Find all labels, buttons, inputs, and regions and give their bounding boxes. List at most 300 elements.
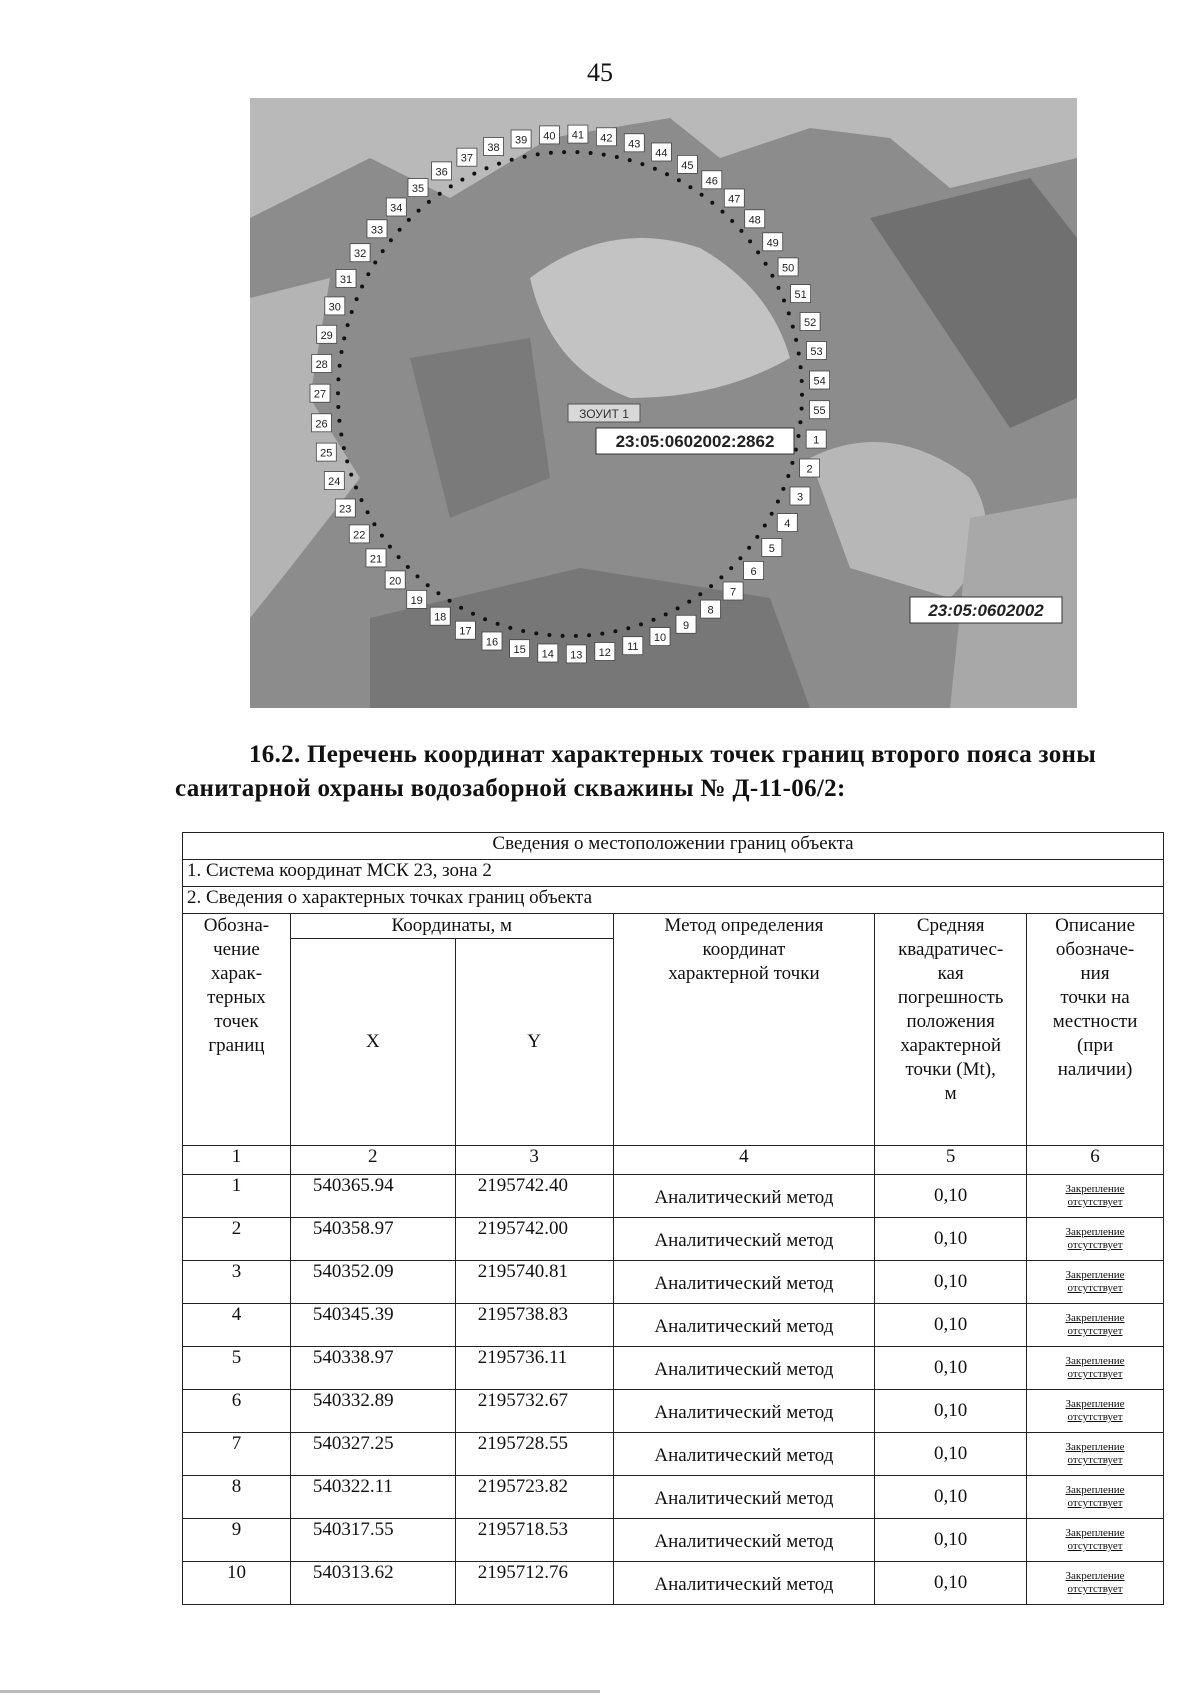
boundary-point bbox=[426, 583, 430, 587]
boundary-point bbox=[709, 584, 713, 588]
y-coordinate: 2195718.53 bbox=[455, 1519, 613, 1562]
boundary-point bbox=[380, 534, 384, 538]
header-designation-line: терных bbox=[207, 987, 266, 1008]
point-label bbox=[791, 285, 811, 303]
boundary-point bbox=[797, 352, 801, 356]
x-coordinate: 540345.39 bbox=[290, 1304, 455, 1347]
description-line: отсутствует bbox=[1067, 1411, 1123, 1423]
point-label-text: 34 bbox=[390, 202, 403, 215]
point-label-text: 51 bbox=[794, 289, 807, 302]
point-label-text: 22 bbox=[353, 529, 366, 542]
boundary-point bbox=[407, 218, 411, 222]
point-label-text: 9 bbox=[682, 619, 690, 632]
col-number: 2 bbox=[290, 1146, 455, 1175]
point-description bbox=[1027, 1261, 1164, 1304]
boundary-point bbox=[497, 162, 501, 166]
point-description bbox=[1027, 1218, 1164, 1261]
point-label bbox=[778, 258, 798, 276]
point-label-text: 8 bbox=[707, 604, 714, 617]
point-number: 3 bbox=[183, 1261, 291, 1304]
table-row bbox=[183, 1476, 1164, 1519]
point-label bbox=[482, 632, 502, 650]
boundary-point bbox=[350, 310, 354, 314]
description-line: Закрепление bbox=[1065, 1398, 1125, 1410]
mean-error: 0,10 bbox=[875, 1304, 1027, 1347]
point-label bbox=[484, 138, 504, 156]
boundary-point bbox=[729, 566, 733, 570]
point-description bbox=[1027, 1175, 1164, 1218]
boundary-point bbox=[739, 229, 743, 233]
point-label-text: 38 bbox=[487, 142, 500, 154]
point-label bbox=[511, 130, 531, 148]
point-description bbox=[1027, 1562, 1164, 1605]
header-error-line: м bbox=[944, 1083, 957, 1104]
mean-error: 0,10 bbox=[875, 1347, 1027, 1390]
point-label bbox=[651, 143, 671, 161]
header-method bbox=[613, 914, 875, 1146]
point-label-text: 45 bbox=[681, 159, 694, 172]
point-number: 10 bbox=[183, 1562, 291, 1605]
x-coordinate: 540338.97 bbox=[290, 1347, 455, 1390]
parcel-label: 23:05:0602002:2862 bbox=[615, 432, 775, 451]
boundary-point bbox=[438, 192, 442, 196]
point-label bbox=[724, 189, 744, 207]
description-line: Закрепление bbox=[1065, 1527, 1125, 1539]
point-label bbox=[510, 640, 530, 658]
x-coordinate: 540358.97 bbox=[290, 1218, 455, 1261]
point-label bbox=[763, 233, 783, 251]
point-label bbox=[316, 443, 336, 461]
table-row bbox=[183, 1218, 1164, 1261]
boundary-point bbox=[483, 617, 487, 621]
description-line: отсутствует bbox=[1067, 1540, 1123, 1552]
point-label bbox=[623, 637, 643, 655]
point-label bbox=[457, 148, 477, 166]
point-label bbox=[566, 645, 586, 663]
boundary-point bbox=[719, 575, 723, 579]
boundary-point bbox=[756, 250, 760, 254]
point-label bbox=[701, 600, 721, 618]
point-label bbox=[624, 134, 644, 152]
point-label-text: 25 bbox=[320, 447, 333, 460]
point-label-text: 15 bbox=[513, 644, 526, 657]
description-line: отсутствует bbox=[1067, 1325, 1123, 1337]
header-description-line: наличии) bbox=[1057, 1059, 1133, 1080]
boundary-point bbox=[797, 434, 801, 438]
boundary-point bbox=[406, 565, 410, 569]
boundary-point bbox=[471, 612, 475, 616]
point-label bbox=[810, 371, 830, 389]
point-label-text: 10 bbox=[653, 632, 667, 645]
boundary-point bbox=[615, 155, 619, 159]
header-x: X bbox=[290, 939, 455, 1146]
point-description bbox=[1027, 1519, 1164, 1562]
boundary-map bbox=[250, 98, 1077, 708]
header-designation-line: точек bbox=[214, 1011, 259, 1032]
boundary-point bbox=[448, 599, 452, 603]
point-label-text: 49 bbox=[766, 237, 779, 250]
boundary-point bbox=[587, 633, 591, 637]
description-line: Закрепление bbox=[1065, 1355, 1125, 1367]
description-line: Закрепление bbox=[1065, 1570, 1125, 1582]
boundary-point bbox=[639, 622, 643, 626]
point-label-text: 2 bbox=[806, 463, 813, 476]
table-row bbox=[183, 1347, 1164, 1390]
mean-error: 0,10 bbox=[875, 1433, 1027, 1476]
y-coordinate: 2195740.81 bbox=[455, 1261, 613, 1304]
point-label-text: 4 bbox=[784, 518, 791, 531]
point-label bbox=[807, 342, 827, 360]
col-number: 1 bbox=[183, 1146, 291, 1175]
boundary-point bbox=[574, 634, 578, 638]
description-line: отсутствует bbox=[1067, 1196, 1123, 1208]
page-number: 45 bbox=[587, 58, 613, 87]
x-coordinate: 540322.11 bbox=[290, 1476, 455, 1519]
point-number: 4 bbox=[183, 1304, 291, 1347]
boundary-point bbox=[417, 209, 421, 213]
method: Аналитический метод bbox=[613, 1433, 875, 1476]
boundary-point bbox=[534, 631, 538, 635]
boundary-point bbox=[459, 606, 463, 610]
point-label-text: 35 bbox=[411, 183, 425, 196]
point-label bbox=[723, 582, 743, 600]
point-label bbox=[595, 643, 615, 661]
col-number: 3 bbox=[455, 1146, 613, 1175]
boundary-point bbox=[336, 377, 340, 381]
boundary-point bbox=[747, 546, 751, 550]
boundary-point bbox=[523, 155, 527, 159]
header-designation-line: чение bbox=[213, 939, 260, 960]
method: Аналитический метод bbox=[613, 1519, 875, 1562]
point-label-text: 18 bbox=[434, 611, 447, 624]
table-row bbox=[183, 1519, 1164, 1562]
point-description bbox=[1027, 1433, 1164, 1476]
boundary-point bbox=[436, 591, 440, 595]
heading-line-1: 16.2. Перечень координат характерных точек границ второго пояса зоны bbox=[249, 741, 1097, 768]
header-designation-line: границ bbox=[208, 1035, 265, 1056]
y-coordinate: 2195712.76 bbox=[455, 1562, 613, 1605]
header-method-line: Метод определения bbox=[664, 915, 824, 936]
point-label-text: 44 bbox=[655, 147, 668, 160]
point-label-text: 36 bbox=[435, 166, 448, 179]
point-label bbox=[350, 244, 370, 262]
boundary-point bbox=[449, 184, 453, 188]
header-description-line: Описание bbox=[1055, 915, 1136, 936]
point-label-text: 3 bbox=[796, 491, 804, 504]
header-designation bbox=[183, 914, 291, 1146]
header-error-line: квадратичес- bbox=[898, 939, 1004, 960]
coordinate-system: 1. Система координат МСК 23, зона 2 bbox=[183, 860, 1164, 887]
point-label bbox=[538, 644, 558, 662]
header-error-line: кая bbox=[937, 963, 964, 984]
boundary-point bbox=[800, 379, 804, 383]
point-label bbox=[777, 514, 797, 532]
boundary-point bbox=[339, 433, 343, 437]
point-number: 6 bbox=[183, 1390, 291, 1433]
point-label-text: 48 bbox=[748, 214, 761, 227]
boundary-point bbox=[687, 600, 691, 604]
boundary-point bbox=[640, 162, 644, 166]
boundary-point bbox=[787, 311, 791, 315]
method: Аналитический метод bbox=[613, 1390, 875, 1433]
boundary-point bbox=[600, 632, 604, 636]
point-label-text: 50 bbox=[781, 262, 795, 275]
x-coordinate: 540327.25 bbox=[290, 1433, 455, 1476]
point-label bbox=[702, 171, 722, 189]
point-label bbox=[335, 499, 355, 517]
boundary-point bbox=[721, 210, 725, 214]
point-label bbox=[676, 615, 696, 633]
boundary-point bbox=[698, 592, 702, 596]
boundary-point bbox=[776, 500, 780, 504]
point-label-text: 7 bbox=[730, 586, 737, 599]
description-line: Закрепление bbox=[1065, 1484, 1125, 1496]
boundary-point bbox=[397, 555, 401, 559]
point-label bbox=[539, 126, 559, 144]
boundary-point bbox=[652, 618, 656, 622]
boundary-point bbox=[676, 606, 680, 610]
point-label-text: 5 bbox=[768, 543, 775, 555]
point-label bbox=[367, 220, 387, 238]
description-line: отсутствует bbox=[1067, 1583, 1123, 1595]
point-label-text: 43 bbox=[628, 138, 641, 151]
header-coordinates: Координаты, м bbox=[290, 914, 613, 939]
boundary-point bbox=[346, 323, 350, 327]
boundary-point bbox=[427, 200, 431, 204]
point-label-text: 26 bbox=[315, 418, 328, 431]
point-number: 7 bbox=[183, 1433, 291, 1476]
point-label-text: 13 bbox=[570, 649, 583, 662]
boundary-point bbox=[460, 178, 464, 182]
boundary-point bbox=[763, 524, 767, 528]
header-error-line: характерной bbox=[900, 1035, 1001, 1056]
description-line: отсутствует bbox=[1067, 1497, 1123, 1509]
method: Аналитический метод bbox=[613, 1347, 875, 1390]
boundary-point bbox=[416, 574, 420, 578]
point-label bbox=[325, 297, 345, 315]
method: Аналитический метод bbox=[613, 1218, 875, 1261]
boundary-point bbox=[782, 299, 786, 303]
mean-error: 0,10 bbox=[875, 1261, 1027, 1304]
x-coordinate: 540317.55 bbox=[290, 1519, 455, 1562]
point-label bbox=[596, 128, 616, 146]
description-line: Закрепление bbox=[1065, 1183, 1125, 1195]
boundary-point bbox=[381, 249, 385, 253]
point-label-text: 30 bbox=[328, 301, 341, 314]
boundary-point bbox=[770, 274, 774, 278]
point-label bbox=[349, 525, 369, 543]
x-coordinate: 540352.09 bbox=[290, 1261, 455, 1304]
point-number: 2 bbox=[183, 1218, 291, 1261]
boundary-point bbox=[589, 151, 593, 155]
boundary-point bbox=[510, 158, 514, 162]
boundary-point bbox=[770, 512, 774, 516]
boundary-point bbox=[337, 419, 341, 423]
header-description-line: ния bbox=[1080, 963, 1110, 984]
boundary-point bbox=[398, 228, 402, 232]
boundary-point bbox=[764, 262, 768, 266]
boundary-point bbox=[781, 487, 785, 491]
boundary-point bbox=[496, 622, 500, 626]
header-description-line: точки на bbox=[1060, 987, 1130, 1008]
header-error-line: Средняя bbox=[916, 915, 985, 936]
point-label-text: 54 bbox=[813, 375, 826, 388]
point-label-text: 29 bbox=[320, 329, 333, 342]
point-label bbox=[385, 571, 405, 589]
point-label bbox=[430, 607, 450, 625]
header-error-line: точки (Mt), bbox=[905, 1059, 996, 1080]
point-label-text: 20 bbox=[389, 575, 402, 588]
point-label bbox=[790, 487, 810, 505]
point-label-text: 47 bbox=[728, 193, 741, 206]
table-title: Сведения о местоположении границ объекта bbox=[183, 833, 1164, 860]
boundary-point bbox=[360, 285, 364, 289]
description-line: отсутствует bbox=[1067, 1282, 1123, 1294]
point-label bbox=[568, 125, 588, 143]
header-error-line: погрешность bbox=[897, 987, 1004, 1008]
point-label-text: 28 bbox=[315, 359, 328, 371]
point-label bbox=[810, 401, 830, 419]
mean-error: 0,10 bbox=[875, 1218, 1027, 1261]
boundary-point bbox=[602, 153, 606, 157]
boundary-point bbox=[366, 272, 370, 276]
table-row bbox=[183, 1304, 1164, 1347]
point-label bbox=[317, 325, 337, 343]
map-svg bbox=[250, 98, 1077, 708]
point-label bbox=[312, 414, 332, 432]
boundary-point bbox=[665, 172, 669, 176]
points-info: 2. Сведения о характерных точках границ объекта bbox=[183, 887, 1164, 914]
point-label-text: 19 bbox=[410, 594, 423, 607]
point-label-text: 55 bbox=[813, 405, 826, 418]
point-label bbox=[386, 198, 406, 216]
point-number: 8 bbox=[183, 1476, 291, 1519]
boundary-point bbox=[791, 325, 795, 329]
method: Аналитический метод bbox=[613, 1476, 875, 1519]
boundary-point bbox=[536, 152, 540, 156]
point-label-text: 21 bbox=[369, 553, 383, 566]
boundary-point bbox=[730, 219, 734, 223]
y-coordinate: 2195742.00 bbox=[455, 1218, 613, 1261]
mean-error: 0,10 bbox=[875, 1390, 1027, 1433]
point-label-text: 32 bbox=[353, 248, 367, 261]
y-coordinate: 2195728.55 bbox=[455, 1433, 613, 1476]
point-number: 1 bbox=[183, 1175, 291, 1218]
point-label-text: 53 bbox=[810, 346, 823, 358]
boundary-point bbox=[360, 498, 364, 502]
scan-edge-line bbox=[0, 1690, 600, 1693]
header-description-line: местности bbox=[1052, 1011, 1138, 1032]
method: Аналитический метод bbox=[613, 1562, 875, 1605]
point-label-text: 17 bbox=[459, 625, 472, 638]
mean-error: 0,10 bbox=[875, 1175, 1027, 1218]
boundary-point bbox=[562, 150, 566, 154]
point-label-text: 24 bbox=[328, 476, 341, 489]
point-label-text: 39 bbox=[514, 134, 528, 147]
boundary-point bbox=[389, 238, 393, 242]
boundary-point bbox=[388, 545, 392, 549]
point-label-text: 14 bbox=[541, 648, 554, 661]
point-label bbox=[744, 561, 764, 579]
boundary-point bbox=[336, 391, 340, 395]
boundary-point bbox=[800, 407, 804, 411]
header-y: Y bbox=[455, 939, 613, 1146]
boundary-point bbox=[777, 286, 781, 290]
point-description bbox=[1027, 1476, 1164, 1519]
boundary-point bbox=[485, 166, 489, 170]
boundary-point bbox=[549, 151, 553, 155]
description-line: отсутствует bbox=[1067, 1454, 1123, 1466]
point-label-text: 42 bbox=[600, 132, 613, 145]
point-label bbox=[310, 384, 330, 402]
x-coordinate: 540332.89 bbox=[290, 1390, 455, 1433]
point-label bbox=[800, 313, 820, 331]
description-line: Закрепление bbox=[1065, 1269, 1125, 1281]
header-designation-line: Обозна- bbox=[203, 915, 270, 936]
boundary-point bbox=[794, 338, 798, 342]
x-coordinate: 540313.62 bbox=[290, 1562, 455, 1605]
boundary-point bbox=[521, 629, 525, 633]
boundary-point bbox=[626, 626, 630, 630]
section-heading bbox=[175, 738, 1150, 806]
point-label bbox=[455, 621, 475, 639]
boundary-point bbox=[613, 629, 617, 633]
point-label bbox=[407, 590, 427, 608]
boundary-point bbox=[790, 461, 794, 465]
boundary-point bbox=[755, 535, 759, 539]
table-body bbox=[183, 1175, 1164, 1605]
boundary-point bbox=[342, 446, 346, 450]
description-line: Закрепление bbox=[1065, 1312, 1125, 1324]
boundary-point bbox=[653, 167, 657, 171]
point-label bbox=[762, 539, 782, 557]
point-label bbox=[432, 162, 452, 180]
boundary-point bbox=[472, 172, 476, 176]
quarter-label: 23:05:0602002 bbox=[928, 601, 1044, 620]
table-row bbox=[183, 1562, 1164, 1605]
table-row bbox=[183, 1175, 1164, 1218]
point-label-text: 41 bbox=[571, 129, 585, 142]
point-label bbox=[806, 430, 826, 448]
mean-error: 0,10 bbox=[875, 1476, 1027, 1519]
point-label bbox=[312, 355, 332, 373]
header-description-line: (при bbox=[1076, 1035, 1114, 1056]
y-coordinate: 2195732.67 bbox=[455, 1390, 613, 1433]
mean-error: 0,10 bbox=[875, 1562, 1027, 1605]
boundary-point bbox=[738, 556, 742, 560]
boundary-point bbox=[349, 473, 353, 477]
point-description bbox=[1027, 1304, 1164, 1347]
boundary-point bbox=[342, 336, 346, 340]
description-line: Закрепление bbox=[1065, 1441, 1125, 1453]
heading-line-2: санитарной охраны водозаборной скважины № Д-11-06/2: bbox=[175, 775, 846, 802]
boundary-point bbox=[372, 522, 376, 526]
header-description-line: обозначе- bbox=[1055, 939, 1135, 960]
boundary-point bbox=[688, 185, 692, 189]
point-label-text: 1 bbox=[813, 434, 820, 447]
point-label bbox=[650, 628, 670, 646]
method: Аналитический метод bbox=[613, 1175, 875, 1218]
zone-label: ЗОУИТ 1 bbox=[579, 407, 629, 421]
y-coordinate: 2195723.82 bbox=[455, 1476, 613, 1519]
boundary-point bbox=[561, 634, 565, 638]
header-error bbox=[875, 914, 1027, 1146]
boundary-point bbox=[366, 510, 370, 514]
boundary-point bbox=[547, 633, 551, 637]
boundary-point bbox=[575, 150, 579, 154]
table-row bbox=[183, 1433, 1164, 1476]
point-label-text: 31 bbox=[339, 274, 353, 286]
